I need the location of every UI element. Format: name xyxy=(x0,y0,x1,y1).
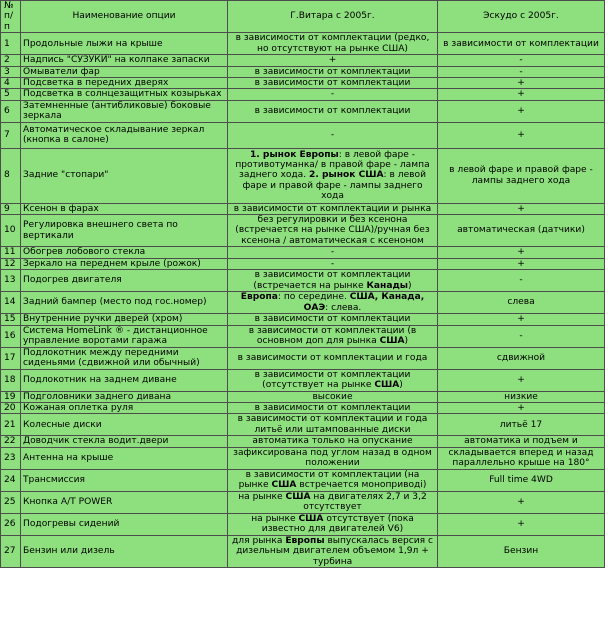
option-name: Автоматическое складывание зеркал (кнопка в салоне) xyxy=(21,122,228,148)
header-vitara: Г.Витара с 2005г. xyxy=(228,1,438,33)
row-number: 1 xyxy=(1,33,21,55)
row-number: 3 xyxy=(1,66,21,77)
vitara-value-segment: в зависимости от комплектации (отсутствует на рынке xyxy=(254,369,411,390)
row-number: 23 xyxy=(1,447,21,469)
vitara-value: без регулировки и без ксенона (встречается на рынке США)/ручная без ксенона / автоматическая с ксеноном xyxy=(228,215,438,247)
vitara-value-segment: : в левой фаре и правой фаре - лампы заднего хода xyxy=(242,170,426,202)
escudo-value: Бензин xyxy=(438,535,605,567)
vitara-value-segment: Канады xyxy=(366,280,409,291)
option-name: Задний бампер (место под гос.номер) xyxy=(21,292,228,314)
vitara-value: - xyxy=(228,89,438,100)
row-number: 8 xyxy=(1,148,21,203)
row-number: 4 xyxy=(1,78,21,89)
row-number: 17 xyxy=(1,347,21,369)
escudo-value: автоматика и подъем и xyxy=(438,436,605,447)
table-row xyxy=(1,215,605,247)
vitara-value: в зависимости от комплектации xyxy=(228,78,438,89)
option-name: Кожаная оплетка руля xyxy=(21,402,228,413)
escudo-value: + xyxy=(438,203,605,214)
table-row xyxy=(1,391,605,402)
escudo-value: сдвижной xyxy=(438,347,605,369)
escudo-value: - xyxy=(438,270,605,292)
escudo-value: + xyxy=(438,122,605,148)
row-number: 18 xyxy=(1,369,21,391)
vitara-value-segment: Европы xyxy=(285,535,325,546)
option-name: Колесные диски xyxy=(21,414,228,436)
vitara-value-segment: США xyxy=(374,380,400,390)
table-row xyxy=(1,270,605,292)
table-row xyxy=(1,55,605,66)
table-row xyxy=(1,148,605,203)
vitara-value-segment: США xyxy=(379,336,405,346)
vitara-value-segment: на рынке xyxy=(251,513,299,524)
row-number: 22 xyxy=(1,436,21,447)
escudo-value: + xyxy=(438,258,605,269)
option-name: Зеркало на переднем крыле (рожок) xyxy=(21,258,228,269)
row-number: 15 xyxy=(1,314,21,325)
table-body xyxy=(1,33,605,568)
vitara-value: автоматика только на опускание xyxy=(228,436,438,447)
header-escudo: Эскудо с 2005г. xyxy=(438,1,605,33)
vitara-value-segment: ) xyxy=(408,280,412,291)
option-name: Задние "стопари" xyxy=(21,148,228,203)
vitara-value: - xyxy=(228,122,438,148)
option-name: Трансмиссия xyxy=(21,469,228,491)
option-name: Обогрев лобового стекла xyxy=(21,247,228,258)
vitara-value-segment: на двигателях 2,7 и 3,2 отсутствует xyxy=(303,491,427,513)
table-row xyxy=(1,292,605,314)
escudo-value: - xyxy=(438,66,605,77)
vitara-value: в зависимости от комплектации и года литьё или штампованные диски xyxy=(228,414,438,436)
escudo-value: + xyxy=(438,89,605,100)
option-name: Подголовники заднего дивана xyxy=(21,391,228,402)
vitara-value-segment: отсутствует (пока известно для двигателей V6) xyxy=(261,513,414,535)
vitara-value: в зависимости от комплектации (редко, но отсутствуют на рынке США) xyxy=(228,33,438,55)
vitara-value-segment: : слева. xyxy=(325,302,362,313)
vitara-value-segment: выпускалась версия с дизельным двигателем объемом 1,9л + турбина xyxy=(236,535,434,567)
vitara-value xyxy=(228,325,438,347)
row-number: 21 xyxy=(1,414,21,436)
vitara-value: зафиксирована под углом назад в одном положении xyxy=(228,447,438,469)
option-name: Антенна на крыше xyxy=(21,447,228,469)
row-number: 19 xyxy=(1,391,21,402)
vitara-value-segment: США, Канада, ОАЭ xyxy=(303,292,425,313)
row-number: 11 xyxy=(1,247,21,258)
vitara-value-segment: встречается моноприводі) xyxy=(296,480,427,491)
row-number: 27 xyxy=(1,535,21,567)
table-row xyxy=(1,314,605,325)
vitara-value: - xyxy=(228,258,438,269)
vitara-value-segment: ) xyxy=(404,336,409,346)
escudo-value: - xyxy=(438,325,605,347)
vitara-value-segment: 2. рынок США xyxy=(309,170,384,181)
vitara-value-segment: на рынке xyxy=(238,491,286,502)
option-name: Ксенон в фарах xyxy=(21,203,228,214)
option-name: Омыватели фар xyxy=(21,66,228,77)
option-name: Система HomeLink ® - дистанционное управление воротами гаража xyxy=(21,325,228,347)
escudo-value: Full time 4WD xyxy=(438,469,605,491)
vitara-value: в зависимости от комплектации xyxy=(228,402,438,413)
table-row xyxy=(1,535,605,567)
escudo-value: в левой фаре и правой фаре - лампы заднего хода xyxy=(438,148,605,203)
table-row xyxy=(1,436,605,447)
table-row xyxy=(1,469,605,491)
table-row xyxy=(1,513,605,535)
row-number: 20 xyxy=(1,402,21,413)
escudo-value: автоматическая (датчики) xyxy=(438,215,605,247)
vitara-value-segment: : в левой фаре - противотуманка/ в правой фаре - лампа заднего хода. xyxy=(235,149,430,181)
option-name: Подогрев двигателя xyxy=(21,270,228,292)
row-number: 7 xyxy=(1,122,21,148)
vitara-value xyxy=(228,148,438,203)
table-row xyxy=(1,89,605,100)
option-name: Доводчик стекла водит.двери xyxy=(21,436,228,447)
vitara-value-segment: для рынка xyxy=(231,535,286,546)
vitara-value: в зависимости от комплектации и года xyxy=(228,347,438,369)
escudo-value: складывается вперед и назад параллельно крыше на 180° xyxy=(438,447,605,469)
option-name: Внутренние ручки дверей (хром) xyxy=(21,314,228,325)
escudo-value: + xyxy=(438,247,605,258)
escudo-value: + xyxy=(438,314,605,325)
vitara-value xyxy=(228,469,438,491)
row-number: 12 xyxy=(1,258,21,269)
vitara-value-segment: Европа xyxy=(240,292,278,303)
row-number: 6 xyxy=(1,100,21,122)
option-name: Бензин или дизель xyxy=(21,535,228,567)
table-row xyxy=(1,66,605,77)
escudo-value: + xyxy=(438,369,605,391)
table-row xyxy=(1,247,605,258)
option-name: Регулировка внешнего света по вертикали xyxy=(21,215,228,247)
vitara-value-segment: ) xyxy=(399,380,403,390)
table-row xyxy=(1,33,605,55)
table-row xyxy=(1,203,605,214)
table-row xyxy=(1,414,605,436)
vitara-value: в зависимости от комплектации xyxy=(228,100,438,122)
table-row xyxy=(1,402,605,413)
escudo-value: - xyxy=(438,55,605,66)
table-row xyxy=(1,347,605,369)
vitara-value xyxy=(228,491,438,513)
vitara-value xyxy=(228,535,438,567)
row-number: 26 xyxy=(1,513,21,535)
escudo-value: + xyxy=(438,100,605,122)
option-name: Надпись "СУЗУКИ" на колпаке запаски xyxy=(21,55,228,66)
row-number: 5 xyxy=(1,89,21,100)
vitara-value: высокие xyxy=(228,391,438,402)
row-number: 13 xyxy=(1,270,21,292)
escudo-value: низкие xyxy=(438,391,605,402)
option-name: Подлокотник между передними сиденьями (сдвижной или обычный) xyxy=(21,347,228,369)
escudo-value: + xyxy=(438,491,605,513)
vitara-value-segment: в зависимости от комплектации (в основном доп для рынка xyxy=(248,325,417,346)
header-row xyxy=(1,1,605,33)
vitara-value: - xyxy=(228,247,438,258)
escudo-value: + xyxy=(438,402,605,413)
table-row xyxy=(1,447,605,469)
escudo-value: в зависимости от комплектации xyxy=(438,33,605,55)
row-number: 16 xyxy=(1,325,21,347)
escudo-value: + xyxy=(438,78,605,89)
row-number: 24 xyxy=(1,469,21,491)
table-row xyxy=(1,100,605,122)
row-number: 25 xyxy=(1,491,21,513)
vitara-value-segment: 1. рынок Европы xyxy=(249,149,339,160)
table-row xyxy=(1,122,605,148)
option-name: Подогревы сидений xyxy=(21,513,228,535)
table-row xyxy=(1,78,605,89)
option-name: Подсветка в солнцезащитных козырьках xyxy=(21,89,228,100)
row-number: 2 xyxy=(1,55,21,66)
vitara-value-segment: в зависимости от комплектации (на рынке xyxy=(238,469,420,491)
option-name: Затемненные (антибликовые) боковые зеркала xyxy=(21,100,228,122)
escudo-value: + xyxy=(438,513,605,535)
option-name: Кнопка A/T POWER xyxy=(21,491,228,513)
vitara-value: в зависимости от комплектации xyxy=(228,66,438,77)
row-number: 9 xyxy=(1,203,21,214)
vitara-value xyxy=(228,292,438,314)
table-row xyxy=(1,325,605,347)
table-row xyxy=(1,369,605,391)
vitara-value-segment: США xyxy=(271,480,297,491)
option-name: Продольные лыжи на крыше xyxy=(21,33,228,55)
vitara-value: в зависимости от комплектации и рынка xyxy=(228,203,438,214)
escudo-value: слева xyxy=(438,292,605,314)
vitara-value xyxy=(228,513,438,535)
escudo-value: литьё 17 xyxy=(438,414,605,436)
vitara-value-segment: США xyxy=(285,491,311,502)
vitara-value: в зависимости от комплектации xyxy=(228,314,438,325)
vitara-value-segment: США xyxy=(298,513,324,524)
vitara-value-segment: : по середине. xyxy=(277,292,350,303)
vitara-value xyxy=(228,369,438,391)
header-number: № п/п xyxy=(1,1,21,33)
option-name: Подлокотник на заднем диване xyxy=(21,369,228,391)
header-option-name: Наименование опции xyxy=(21,1,228,33)
row-number: 14 xyxy=(1,292,21,314)
vitara-value xyxy=(228,270,438,292)
table-row xyxy=(1,491,605,513)
table-row xyxy=(1,258,605,269)
vitara-value-segment: в зависимости от комплектации (встречается на рынке xyxy=(253,270,411,291)
row-number: 10 xyxy=(1,215,21,247)
vitara-value: + xyxy=(228,55,438,66)
option-name: Подсветка в передних дверях xyxy=(21,78,228,89)
